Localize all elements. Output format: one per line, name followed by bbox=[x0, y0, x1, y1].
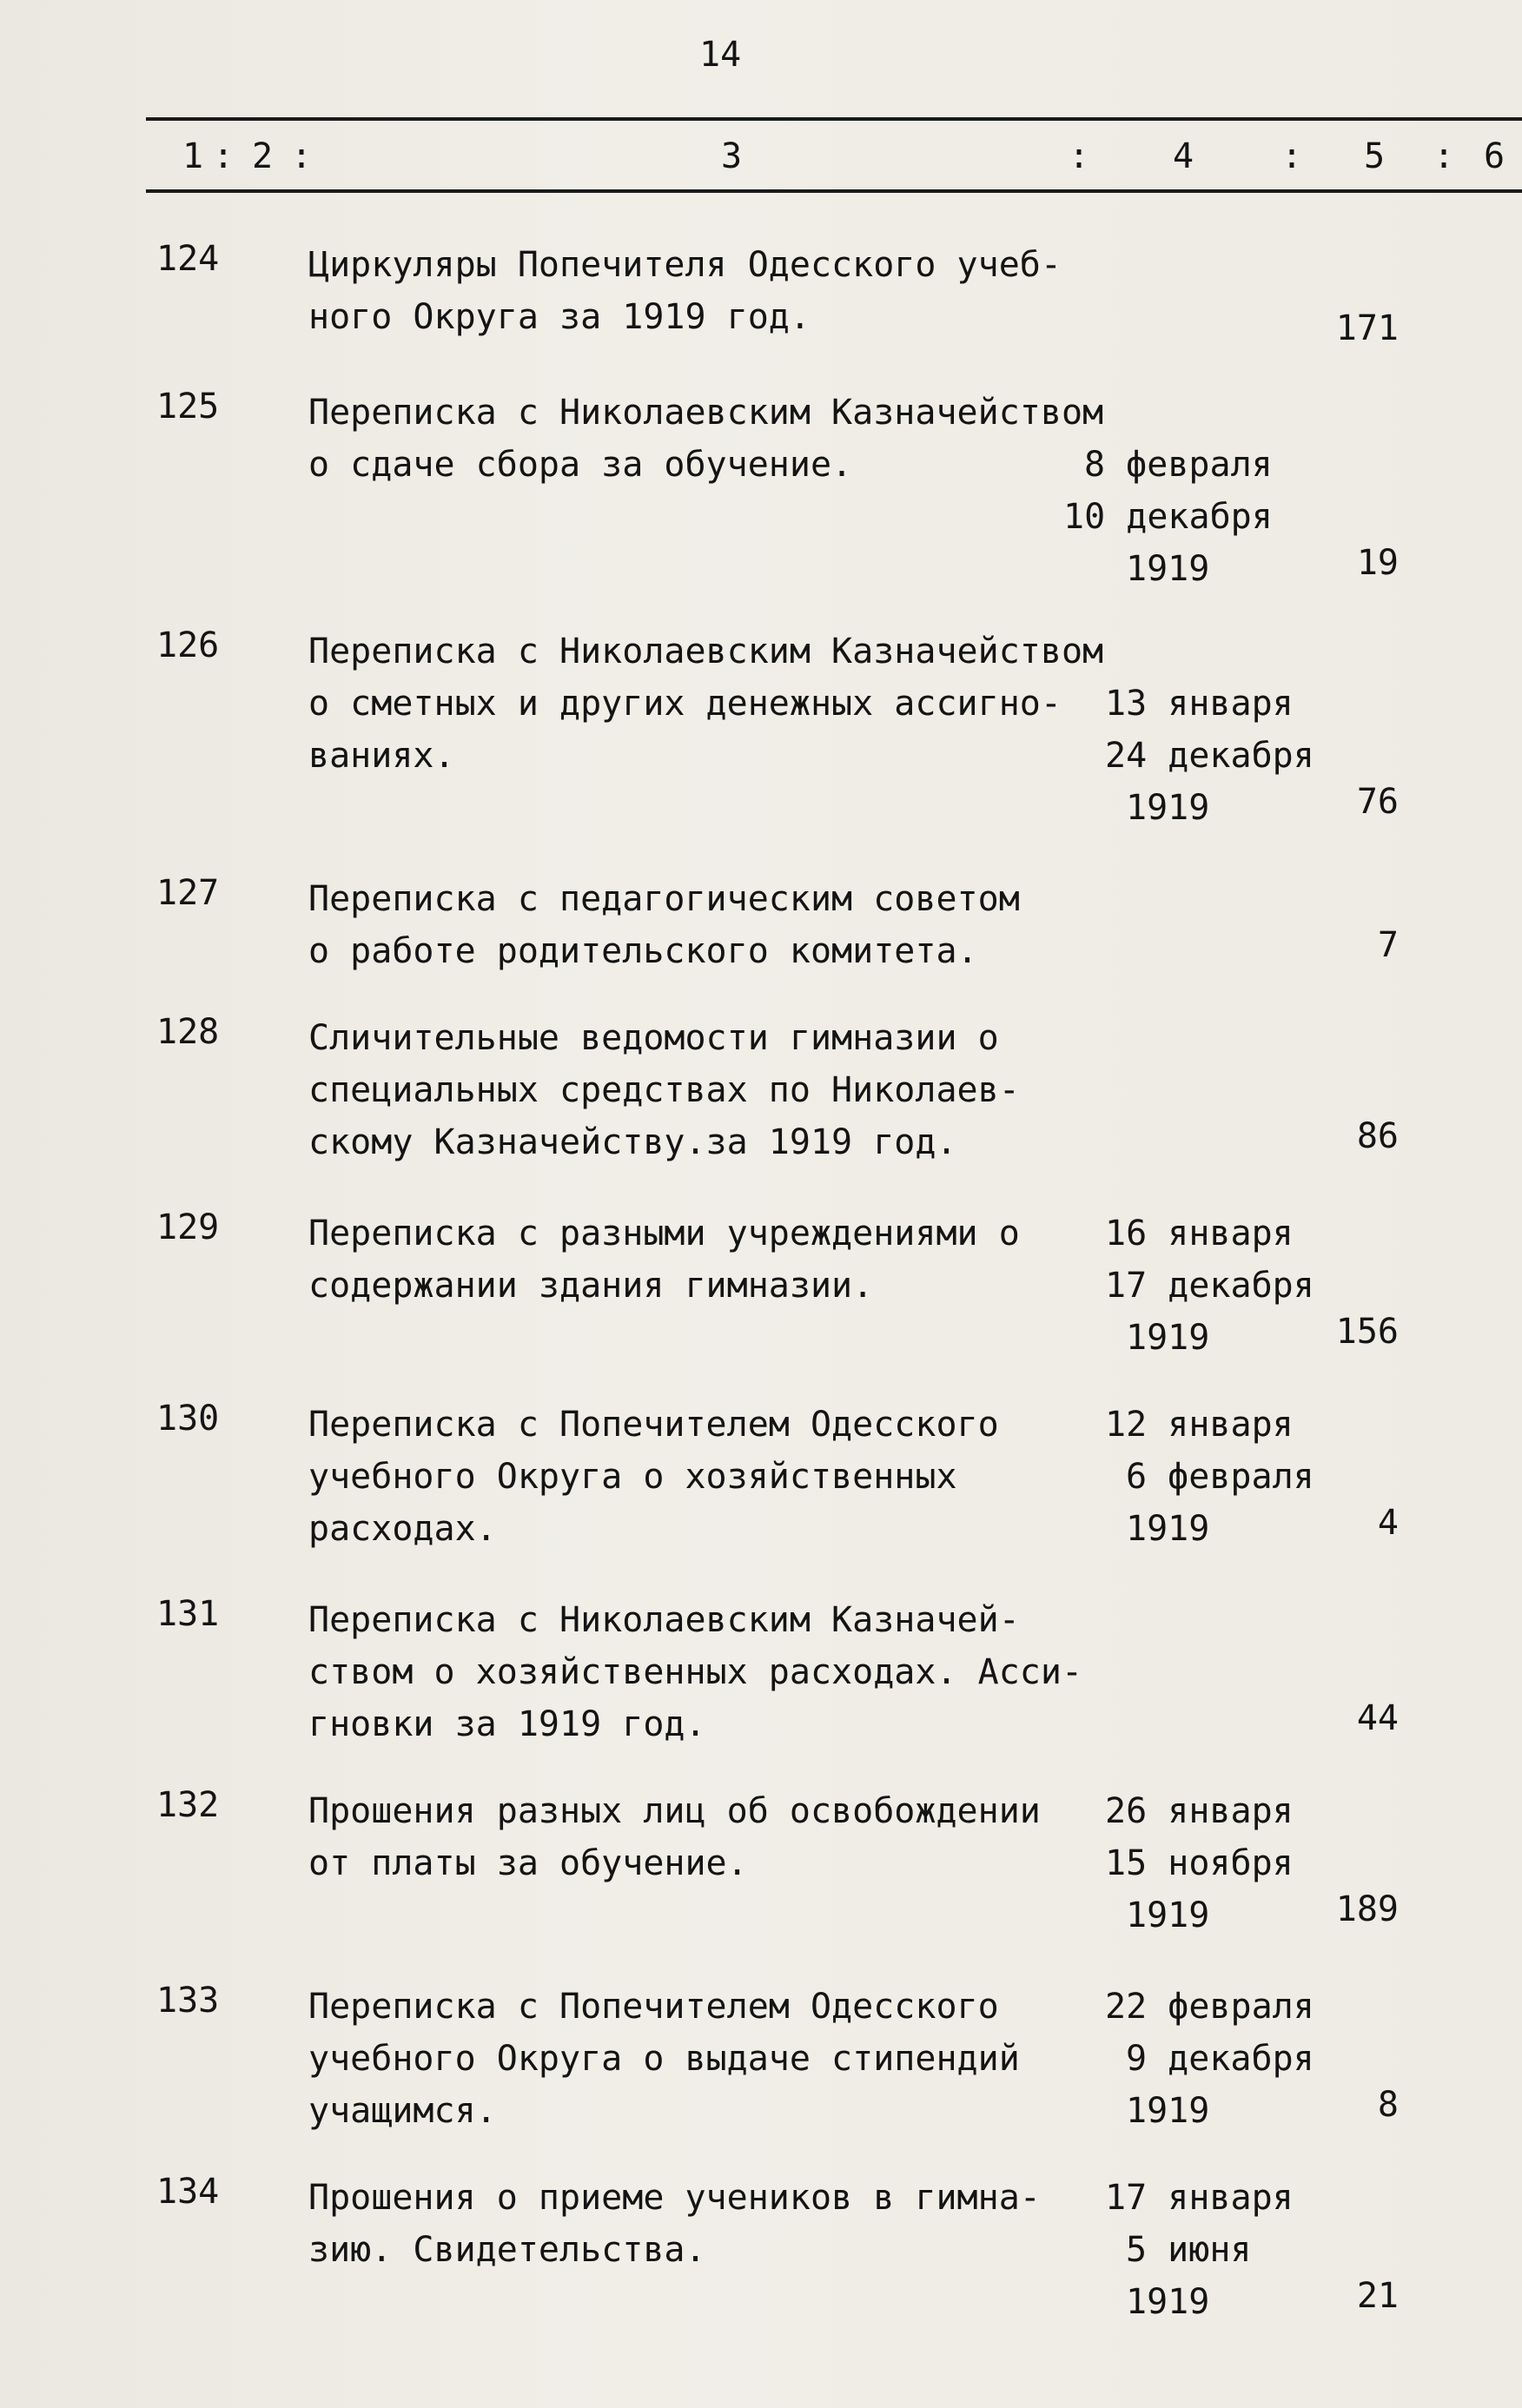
entry-sheet-count: 86 bbox=[1356, 1116, 1399, 1156]
entry-date-start: 17 января bbox=[1105, 2178, 1294, 2218]
entry-date-start: 13 января bbox=[1105, 684, 1294, 724]
entry-sheet-count: 171 bbox=[1335, 308, 1399, 348]
entry-title: Прошения разных лиц об освобождении от платы за обучение. bbox=[308, 1791, 1041, 1883]
entry-sheet-count: 189 bbox=[1335, 1889, 1399, 1929]
column-separator: : bbox=[291, 136, 313, 176]
entry-title: Переписка с педагогическим советом о работе родительского комитета. bbox=[308, 879, 1020, 971]
column-header-4: 4 bbox=[1173, 136, 1194, 176]
entry-date-start: 12 января bbox=[1105, 1405, 1294, 1445]
column-separator: : bbox=[1069, 136, 1090, 176]
entry-year: 1919 bbox=[1126, 788, 1210, 828]
entry-number: 125 bbox=[156, 387, 220, 427]
entry-dates bbox=[1042, 1981, 1329, 2137]
entry-date-start: 22 февраля bbox=[1105, 1987, 1314, 2027]
entry-number: 124 bbox=[156, 239, 220, 279]
column-header-2: 2 bbox=[252, 136, 274, 176]
entry-title: Переписка с Николаевским Казначейством о сметных и других денежных ассигно- ваниях. bbox=[308, 632, 1104, 776]
column-separator: : bbox=[1433, 136, 1455, 176]
entry-number: 132 bbox=[156, 1785, 220, 1825]
entry-year: 1919 bbox=[1126, 1895, 1210, 1935]
entry-number: 129 bbox=[156, 1207, 220, 1247]
column-header-1: 1 bbox=[182, 136, 204, 176]
entry-date-end: 17 декабря bbox=[1105, 1266, 1314, 1306]
entry-title: Циркуляры Попечителя Одесского учеб- ного Округа за 1919 год. bbox=[308, 245, 1062, 337]
entry-date-start: 26 января bbox=[1105, 1791, 1294, 1831]
column-separator: : bbox=[213, 136, 235, 176]
entry-number: 131 bbox=[156, 1594, 220, 1634]
column-separator: : bbox=[1281, 136, 1303, 176]
entry-sheet-count: 8 bbox=[1377, 2085, 1399, 2125]
entry-title: Переписка с разными учреждениями о содержании здания гимназии. bbox=[308, 1214, 1020, 1306]
entry-number: 126 bbox=[156, 625, 220, 665]
entry-title: Сличительные ведомости гимназии о специальных средствах по Николаев- скому Казначейству.за 1919 год. bbox=[308, 1018, 1020, 1162]
entry-sheet-count: 4 bbox=[1377, 1503, 1399, 1543]
entry-number: 127 bbox=[156, 873, 220, 913]
entry-title: Переписка с Попечителем Одесского учебного Округа о выдаче стипендий учащимся. bbox=[308, 1987, 1020, 2131]
entry-number: 133 bbox=[156, 1981, 220, 2021]
entry-date-end: 6 февраля bbox=[1126, 1457, 1314, 1497]
header-rule-bottom bbox=[146, 189, 1522, 193]
entry-sheet-count: 156 bbox=[1335, 1312, 1399, 1352]
entry-sheet-count: 7 bbox=[1377, 925, 1399, 965]
entry-title: Прошения о приеме учеников в гимна- зию. Свидетельства. bbox=[308, 2178, 1041, 2270]
entry-number: 130 bbox=[156, 1399, 220, 1439]
entry-dates bbox=[1042, 1785, 1329, 1942]
entry-title: Переписка с Николаевским Казначейством о сдаче сбора за обучение. bbox=[308, 393, 1104, 485]
entry-number: 134 bbox=[156, 2172, 220, 2212]
entry-year: 1919 bbox=[1126, 549, 1210, 589]
entry-year: 1919 bbox=[1126, 1318, 1210, 1358]
entry-title: Переписка с Николаевским Казначей- ством о хозяйственных расходах. Асси- гновки за 1919 год. bbox=[308, 1600, 1083, 1744]
entry-date-end: 9 декабря bbox=[1126, 2039, 1314, 2079]
column-header-3: 3 bbox=[721, 136, 743, 176]
entry-sheet-count: 76 bbox=[1356, 782, 1399, 822]
entry-sheet-count: 19 bbox=[1356, 543, 1399, 583]
entry-year: 1919 bbox=[1126, 2091, 1210, 2131]
entry-dates bbox=[1042, 1207, 1329, 1364]
entry-date-end: 24 декабря bbox=[1105, 736, 1314, 776]
entry-title: Переписка с Попечителем Одесского учебного Округа о хозяйственных расходах. bbox=[308, 1405, 999, 1549]
entry-dates bbox=[1042, 439, 1329, 595]
entry-dates bbox=[1042, 2172, 1329, 2328]
header-rule-top bbox=[146, 117, 1522, 121]
entry-sheet-count: 21 bbox=[1356, 2276, 1399, 2316]
entry-date-end: 5 июня bbox=[1126, 2230, 1252, 2270]
entry-date-start: 16 января bbox=[1105, 1214, 1294, 1254]
column-header-6: 6 bbox=[1484, 136, 1505, 176]
entry-date-start: 8 февраля bbox=[1084, 445, 1273, 485]
entry-sheet-count: 44 bbox=[1356, 1698, 1399, 1738]
column-header-5: 5 bbox=[1364, 136, 1386, 176]
entry-dates bbox=[1042, 678, 1329, 834]
page-number: 14 bbox=[699, 35, 742, 75]
entry-number: 128 bbox=[156, 1012, 220, 1052]
entry-date-end: 10 декабря bbox=[1063, 497, 1273, 537]
entry-date-end: 15 ноября bbox=[1105, 1843, 1294, 1883]
entry-dates bbox=[1042, 1399, 1329, 1555]
entry-year: 1919 bbox=[1126, 2282, 1210, 2322]
entry-year: 1919 bbox=[1126, 1509, 1210, 1549]
